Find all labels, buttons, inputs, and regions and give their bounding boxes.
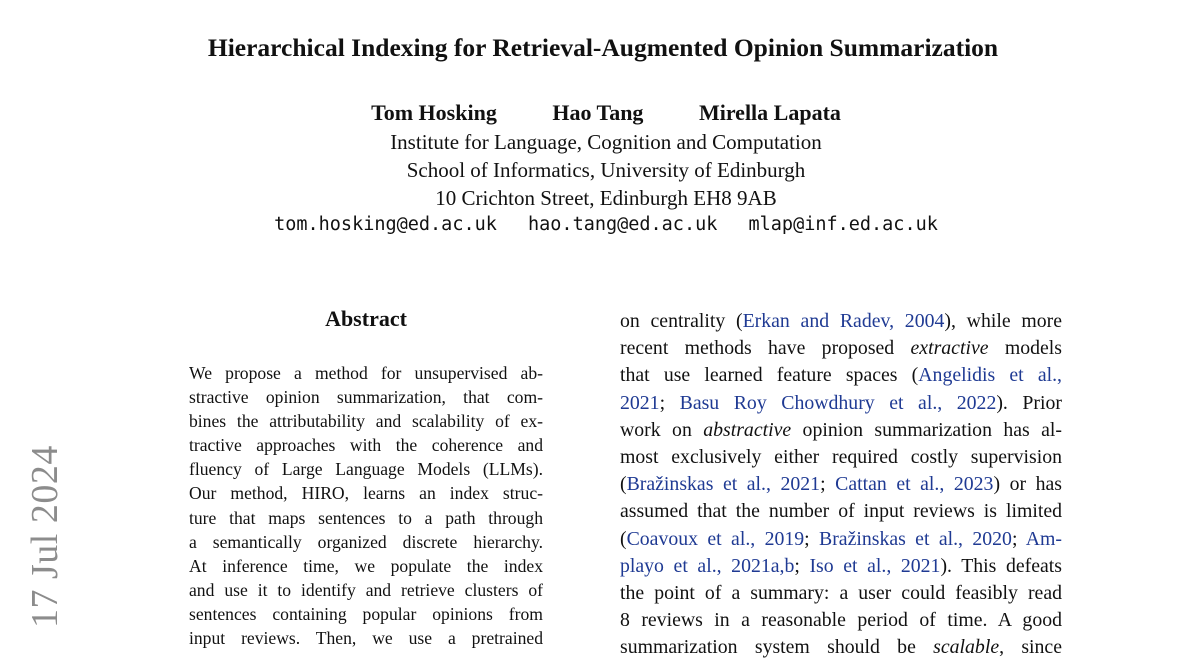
text-run: ( [620,527,627,550]
abstract-line: input reviews. Then, we use a pretrained [189,628,543,649]
author-email: mlap@inf.ed.ac.uk [748,214,938,235]
emphasis-text: abstractive [703,418,792,441]
abstract-heading: Abstract [325,306,407,331]
text-run: ; [1011,527,1026,550]
paper-title: Hierarchical Indexing for Retrieval-Augmented Opinion Summarization [207,33,999,62]
citation-link[interactable]: Cattan et al., 2023 [835,473,994,496]
author-name: Tom Hosking [371,100,497,125]
citation-link[interactable]: Coavoux et al., 2019 [626,527,805,550]
author-name: Hao Tang [552,100,644,125]
citation-link[interactable]: Angelidis et al., [918,364,1062,387]
body-line [620,634,1062,661]
abstract-line: We propose a method for unsupervised ab- [189,363,543,383]
affiliation-line: 10 Crichton Street, Edinburgh EH8 9AB [435,186,777,210]
abstract-line: and use it to identify and retrieve clusters of [189,579,543,600]
arxiv-date-stamp: 17 Jul 2024 [24,445,66,628]
author-email: tom.hosking@ed.ac.uk [274,214,497,235]
citation-link[interactable]: Iso et al., 2021 [809,554,941,577]
intro-text-column [620,308,1062,662]
body-line [620,553,1062,580]
body-line [620,526,1062,553]
citation-link[interactable]: Erkan and Radev, 2004 [742,310,945,332]
text-run: work on [620,418,704,441]
citation-link[interactable]: playo et al., 2021a,b [620,554,795,577]
text-run: ( [620,473,627,496]
body-line [620,417,1062,444]
abstract-line: Our method, HIRO, learns an index struc- [189,483,543,504]
text-run: summarization system should be [620,636,934,659]
citation-link[interactable]: Basu Roy Chowdhury et al., 2022 [679,391,997,414]
citation-link[interactable]: Bražinskas et al., 2021 [626,473,821,496]
email-list [0,214,1200,235]
abstract-line: sentences containing popular opinions from [189,603,543,624]
author-name: Mirella Lapata [698,100,841,125]
body-line [620,390,1062,417]
abstract-line: fluency of Large Language Models (LLMs). [189,459,543,480]
text-run: ) or has [993,473,1062,496]
text-run: ; [820,473,836,496]
abstract-line: a semantically organized discrete hierarchy. [189,531,543,552]
author-email: hao.tang@ed.ac.uk [528,214,718,235]
abstract-line: At inference time, we populate the index [189,555,543,576]
text-run: , since [999,636,1062,659]
body-line: the point of a summary: a user could feasibly read [620,582,1062,605]
body-line [620,362,1062,389]
citation-link[interactable]: 2021 [620,391,660,414]
text-run: ; [794,554,810,577]
citation-link[interactable]: Am- [1025,527,1062,550]
citation-link[interactable]: Bražinskas et al., 2020 [819,527,1012,550]
body-line [620,308,1062,335]
affiliation-line: School of Informatics, University of Edinburgh [406,158,806,182]
text-run: that use learned feature spaces ( [620,364,919,387]
abstract-line: bines the attributability and scalability of ex- [189,411,543,432]
text-run: ). Prior [996,391,1062,414]
abstract-line: ture that maps sentences to a path through [189,507,543,528]
abstract-line: tractive approaches with the coherence and [189,435,543,456]
emphasis-text: extractive [910,337,989,360]
text-run: models [988,337,1062,360]
text-run: ; [804,527,820,550]
text-run: opinion summarization has al- [791,418,1063,441]
abstract-text [189,361,543,650]
text-run: on centrality ( [620,310,743,332]
body-line: most exclusively either required costly supervision [620,446,1062,469]
text-run: recent methods have proposed [620,337,911,360]
body-line: 8 reviews in a reasonable period of time. A good [620,609,1062,632]
affiliation-line: Institute for Language, Cognition and Computation [390,130,822,154]
body-line [620,335,1062,362]
text-run: ; [659,391,680,414]
text-run: ). This defeats [940,554,1062,577]
body-line [620,471,1062,498]
body-line: assumed that the number of input reviews is limited [620,500,1062,523]
abstract-line: stractive opinion summarization, that com- [189,387,543,408]
text-run: ), while more [944,310,1063,332]
emphasis-text: scalable [933,636,1000,659]
author-list [0,100,1200,126]
